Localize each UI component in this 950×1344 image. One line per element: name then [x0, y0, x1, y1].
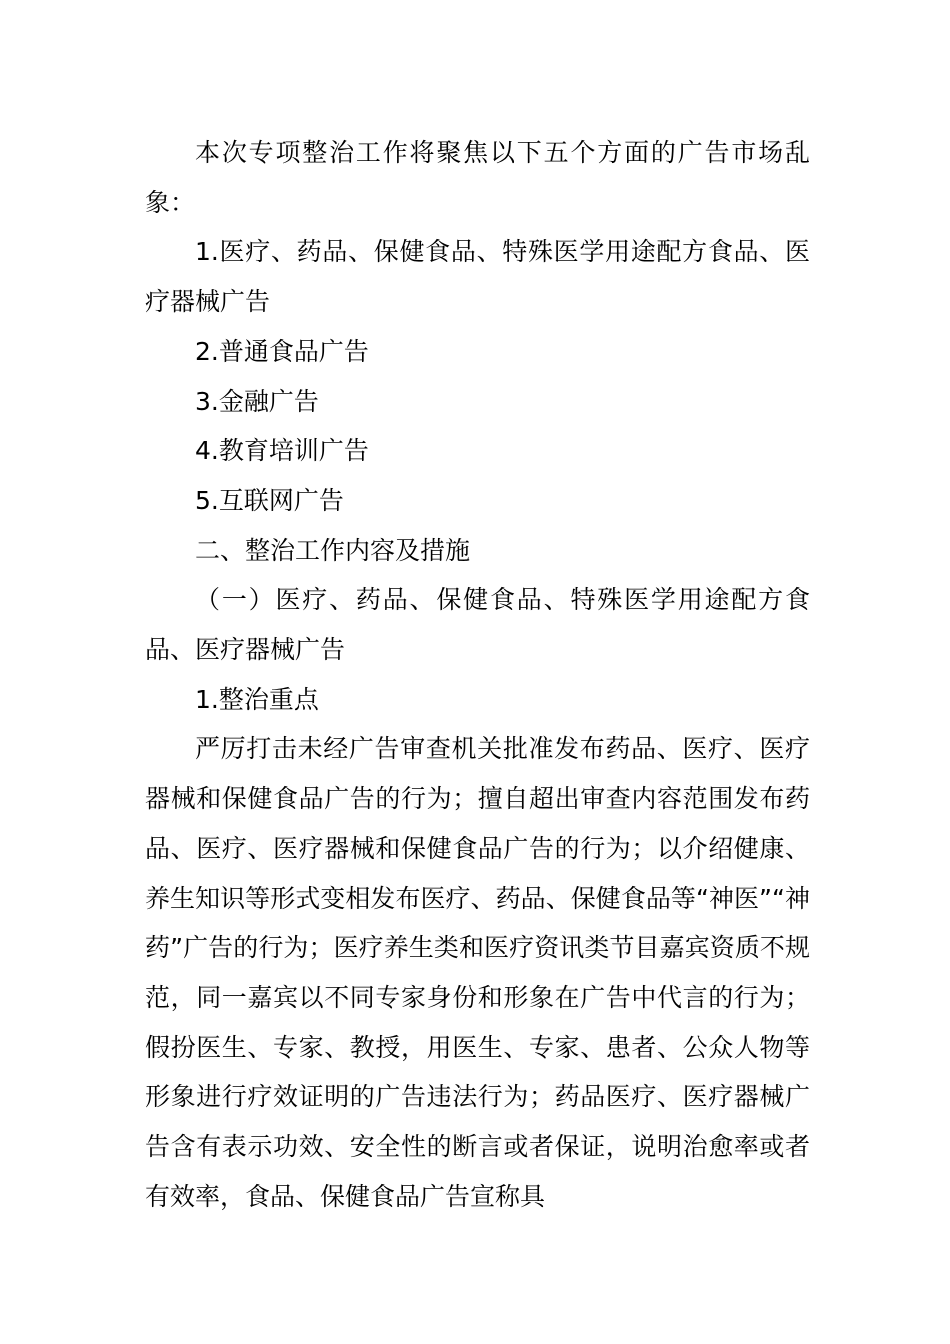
list-item-medical-ads: 1.医疗、药品、保健食品、特殊医学用途配方食品、医疗器械广告 — [145, 237, 810, 317]
focus-heading: 1.整治重点 — [195, 684, 319, 714]
document-body — [145, 128, 810, 1221]
list-item-internet-ads: 5.互联网广告 — [195, 485, 344, 515]
intro-paragraph: 本次专项整治工作将聚焦以下五个方面的广告市场乱象： — [145, 138, 810, 217]
subsection-heading: （一）医疗、药品、保健食品、特殊医学用途配方食品、医疗器械广告 — [145, 585, 810, 665]
body-paragraph: 严厉打击未经广告审查机关批准发布药品、医疗、医疗器械和保健食品广告的行为；擅自超出审查内容范围发布药品、医疗、医疗器械和保健食品广告的行为；以介绍健康、养生知识等形式变相发布医疗、药品、保健食品等“神医”“神药”广告的行为；医疗养生类和医疗资讯类节目嘉宾资质不规范，同一嘉宾以不同专家身份和形象在广告中代言的行为；假扮医生、专家、教授，用医生、专家、患者、公众人物等形象进行疗效证明的广告违法行为；药品医疗、医疗器械广告含有表示功效、安全性的断言或者保证，说明治愈率或者有效率，食品、保健食品广告宣称具 — [145, 734, 810, 1211]
section-heading: 二、整治工作内容及措施 — [195, 535, 471, 565]
list-item-food-ads: 2.普通食品广告 — [195, 336, 369, 366]
list-item-education-ads: 4.教育培训广告 — [195, 436, 369, 466]
list-item-finance-ads: 3.金融广告 — [195, 386, 319, 416]
